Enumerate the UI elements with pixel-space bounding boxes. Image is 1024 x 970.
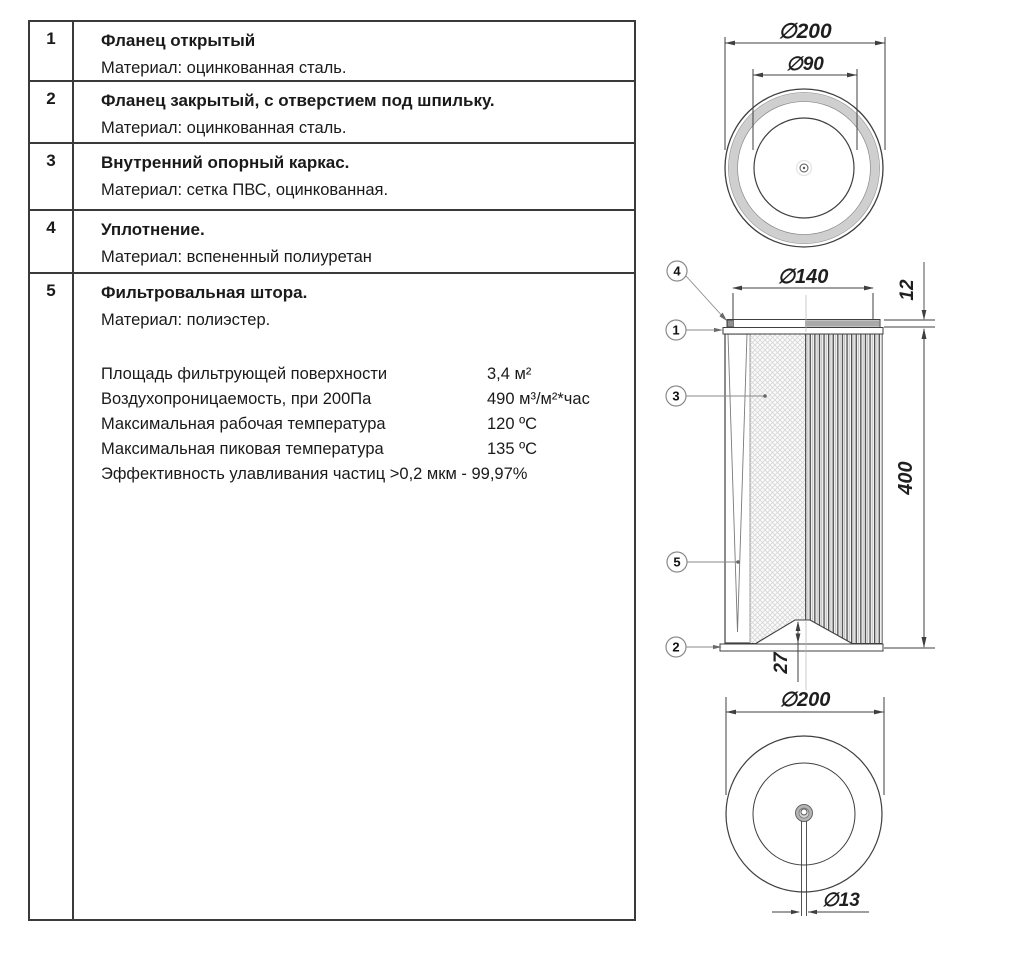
stud-silhouette [802,821,807,916]
bottom-flange [720,644,883,651]
parts-spec-table [28,20,636,921]
balloon-4 [667,261,687,281]
row-content [74,144,634,209]
spec-value: 135 ºС [487,440,538,458]
part-material: Материал: полиэстер. [101,311,271,329]
dim-label-top-outer: ∅200 [778,20,832,43]
spec-label: Максимальная рабочая температура [101,415,386,433]
row-number: 2 [30,82,74,142]
row-number: 5 [30,274,74,919]
svg-text:2: 2 [672,639,680,655]
top-view [725,20,885,247]
table-row [30,80,634,142]
row-content [74,22,634,80]
spec-row [101,412,626,437]
part-title: Фланец открытый [101,31,256,50]
part-material: Материал: оцинкованная сталь. [101,59,347,77]
filter-specs [101,362,626,487]
technical-drawing-panel [650,0,1024,970]
table-row [30,142,634,209]
pleated-media [805,334,882,643]
spec-row [101,437,626,462]
dim-bottom-outer-diameter [726,697,884,795]
row-content [74,211,634,272]
svg-text:5: 5 [673,554,681,570]
part-title: Фланец закрытый, с отверстием под шпильку. [101,91,495,110]
seal-section [728,320,734,326]
dim-label-top-inner: ∅90 [786,54,824,75]
stud-hole [801,809,807,815]
dim-label-bottom-outer: ∅200 [779,689,831,711]
part-title: Фильтровальная штора. [101,283,308,302]
part-title: Уплотнение. [101,220,205,239]
spec-label: Воздухопроницаемость, при 200Па [101,390,372,408]
row-content [74,82,634,142]
spec-label: Максимальная пиковая температура [101,440,384,458]
row-number: 4 [30,211,74,272]
spec-value: 490 м³/м²*час [487,390,590,408]
svg-text:3: 3 [672,388,680,404]
dim-label-hole: ∅13 [822,890,860,911]
balloon-2 [666,637,686,657]
mesh-section [750,334,805,643]
dim-label-overall-height: 400 [895,461,917,495]
row-content [74,274,634,919]
dim-label-cone-height: 27 [771,652,792,674]
part-material: Материал: вспененный полиуретан [101,248,372,266]
svg-text:4: 4 [673,263,681,279]
flange-lip [723,328,883,335]
spec-value: 3,4 м² [487,365,532,383]
dim-label-flange-height: 12 [897,279,918,301]
spec-value: 120 ºС [487,415,538,433]
part-material: Материал: сетка ПВС, оцинкованная. [101,181,389,199]
spec-efficiency: Эффективность улавливания частиц >0,2 мкм - 99,97% [101,465,528,483]
table-row [30,22,634,80]
bottom-view [726,689,884,916]
balloon-3 [666,386,686,406]
dim-label-side-diameter: ∅140 [777,266,829,288]
balloon-1 [666,320,686,340]
row-number: 1 [30,22,74,80]
side-view [666,261,935,690]
row-number: 3 [30,144,74,209]
spec-row [101,387,626,412]
spec-label: Площадь фильтрующей поверхности [101,365,388,383]
table-row [30,272,634,919]
spec-row [101,362,626,387]
table-row [30,209,634,272]
part-title: Внутренний опорный каркас. [101,153,350,172]
balloon-5 [667,552,687,572]
part-material: Материал: оцинкованная сталь. [101,119,347,137]
svg-text:1: 1 [672,322,680,338]
